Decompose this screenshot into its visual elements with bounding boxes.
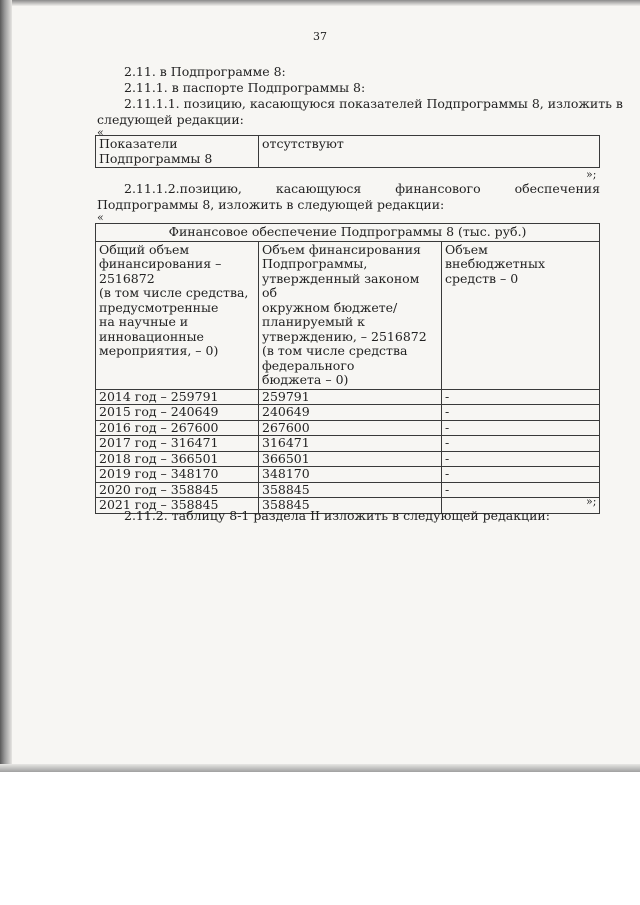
- item-2-word: 2.11.1.2.позицию,: [124, 181, 242, 196]
- extra-cell: -: [442, 467, 600, 483]
- year-cell: 2014 год – 259791: [96, 389, 259, 405]
- close-quote-1: »;: [586, 168, 597, 181]
- item-2-word: обеспечения: [514, 181, 600, 196]
- amount-cell: 267600: [259, 420, 442, 436]
- extra-cell: -: [442, 451, 600, 467]
- table-row: [96, 482, 600, 498]
- item-2-line-1: [124, 181, 600, 197]
- finance-table: [95, 223, 600, 514]
- amount-cell: 259791: [259, 389, 442, 405]
- col1-header: Общий объем финансирования – 2516872 (в том числе средства, предусмотренные на научные и инновационные мероприятия, – 0): [96, 241, 259, 389]
- open-quote: «: [97, 126, 104, 139]
- scan-shadow-left: [0, 0, 12, 772]
- amount-cell: 366501: [259, 451, 442, 467]
- finance-title-row: [96, 224, 600, 242]
- indicators-label: Показатели Подпрограммы 8: [96, 136, 259, 168]
- page-number: 37: [313, 30, 327, 43]
- scan-shadow-top: [0, 0, 640, 6]
- year-cell: 2018 год – 366501: [96, 451, 259, 467]
- amount-cell: 240649: [259, 405, 442, 421]
- item-1-line-2: следующей редакции:: [97, 112, 244, 127]
- table-row: [96, 389, 600, 405]
- table-row: [96, 405, 600, 421]
- amount-cell: 358845: [259, 482, 442, 498]
- amount-cell: 348170: [259, 467, 442, 483]
- finance-header-row: [96, 241, 600, 389]
- item-2-word: касающуюся: [275, 181, 362, 196]
- section-heading: 2.11. в Подпрограмме 8:: [124, 64, 286, 79]
- item-3: 2.11.2. таблицу 8-1 раздела II изложить в следующей редакции:: [124, 508, 550, 523]
- item-1-line-1: 2.11.1.1. позицию, касающуюся показателей Подпрограммы 8, изложить в: [124, 96, 623, 111]
- extra-cell: -: [442, 420, 600, 436]
- scan-shadow-bottom: [0, 764, 640, 772]
- close-quote-2: »;: [586, 495, 597, 508]
- subsection-heading: 2.11.1. в паспорте Подпрограммы 8:: [124, 80, 366, 95]
- table-row: [96, 420, 600, 436]
- open-quote-2: «: [97, 211, 104, 224]
- extra-cell: -: [442, 482, 600, 498]
- extra-cell: -: [442, 405, 600, 421]
- year-cell: 2015 год – 240649: [96, 405, 259, 421]
- col2-header: Объем финансирования Подпрограммы, утвержденный законом об окружном бюджете/ планируемый к утверждению, – 2516872 (в том числе средства федерального бюджета – 0): [259, 241, 442, 389]
- item-2-word: финансового: [395, 181, 481, 196]
- extra-cell: -: [442, 436, 600, 452]
- year-cell: 2016 год – 267600: [96, 420, 259, 436]
- table-row: [96, 467, 600, 483]
- year-cell: 2021 год – 358845: [96, 498, 259, 514]
- indicators-row: [96, 136, 600, 168]
- amount-cell: 358845: [259, 498, 442, 514]
- col3-header: Объем внебюджетных средств – 0: [442, 241, 600, 389]
- table-row: [96, 451, 600, 467]
- indicators-table: [95, 135, 600, 168]
- year-cell: 2020 год – 358845: [96, 482, 259, 498]
- table-row: [96, 436, 600, 452]
- indicators-value: отсутствуют: [259, 136, 600, 168]
- extra-cell: -: [442, 389, 600, 405]
- finance-table-title: Финансовое обеспечение Подпрограммы 8 (тыс. руб.): [96, 224, 600, 242]
- amount-cell: 316471: [259, 436, 442, 452]
- year-cell: 2019 год – 348170: [96, 467, 259, 483]
- item-2-line-2: Подпрограммы 8, изложить в следующей редакции:: [97, 197, 445, 212]
- year-cell: 2017 год – 316471: [96, 436, 259, 452]
